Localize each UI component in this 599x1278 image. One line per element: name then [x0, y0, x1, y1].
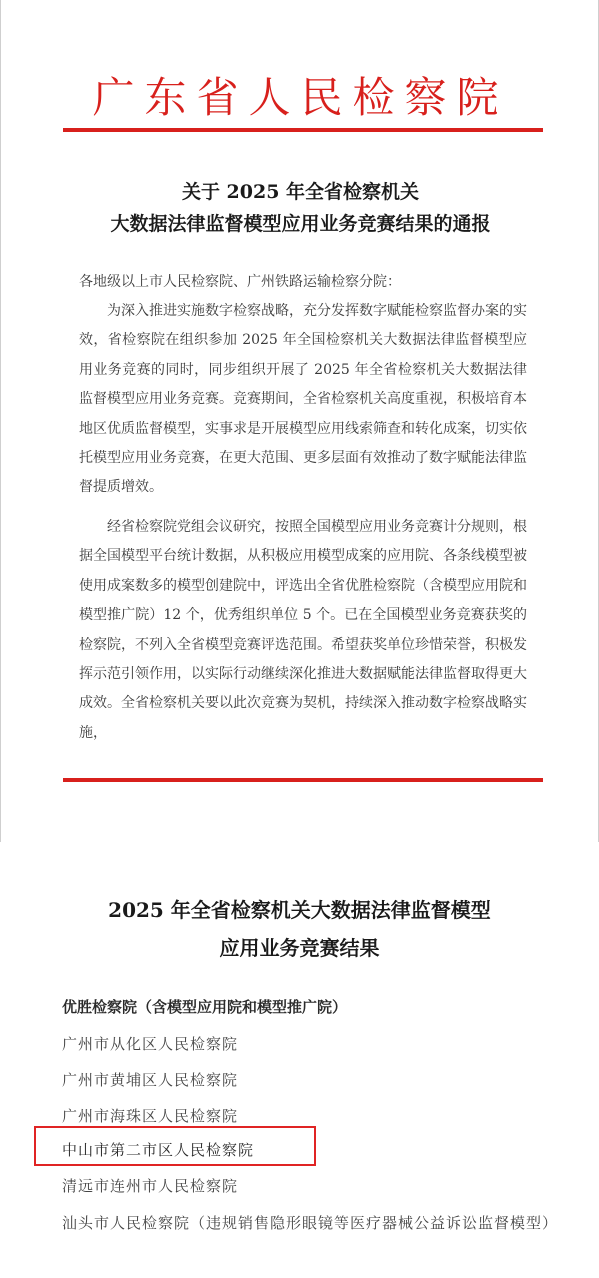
results-title-line2: 应用业务竞赛结果: [219, 936, 380, 960]
notice-title-line2: 大数据法律监督模型应用业务竞赛结果的通报: [110, 213, 491, 235]
winner-list-item: 清远市连州市人民检察院: [62, 1177, 239, 1195]
winners-section-heading: 优胜检察院（含模型应用院和模型推广院）: [62, 998, 348, 1016]
winner-list-item: 广州市海珠区人民检察院: [62, 1107, 239, 1125]
masthead-red-rule: [63, 128, 543, 132]
issuer-masthead: 广东省人民检察院: [92, 73, 509, 122]
salutation: 各地级以上市人民检察院、广州铁路运输检察分院：: [79, 274, 401, 290]
footer-red-rule: [63, 778, 543, 782]
winner-list-item: 汕头市人民检察院（违规销售隐形眼镜等医疗器械公益诉讼监督模型）: [62, 1214, 559, 1232]
body-paragraph-1: 为深入推进实施数字检察战略，充分发挥数字赋能检察监督办案的实效，省检察院在组织参加 2025 年全国检察机关大数据法律监督模型应用业务竞赛的同时，同步组织开展了 2025 年全省检察机关大数据法律监督模型应用业务竞赛。竞赛期间，全省检察机关高度重视，积极培育本地区优质监督模型，实事求是开展模型应用线索筛查和转化成案，切实依托模型应用业务竞赛，在更大范围、更多层面有效推动了数字赋能法律监督提质增效。: [79, 303, 527, 496]
winner-list-item: 广州市从化区人民检察院: [62, 1035, 239, 1053]
results-title-line1: 2025 年全省检察机关大数据法律监督模型: [108, 898, 491, 922]
winner-list-item: 广州市黄埔区人民检察院: [62, 1071, 239, 1089]
winner-list-item-highlighted: 中山市第二市区人民检察院: [62, 1141, 255, 1159]
highlight-box: [34, 1126, 316, 1166]
notice-title-line1: 关于 2025 年全省检察机关: [181, 181, 420, 203]
results-page: [0, 842, 599, 1278]
body-paragraph-2: 经省检察院党组会议研究，按照全国模型应用业务竞赛计分规则，根据全国模型平台统计数据，从积极应用模型成案的应用院、各条线模型被使用成案数多的模型创建院中，评选出全省优胜检察院（含模型应用院和模型推广院）12 个，优秀组织单位 5 个。已在全国模型业务竞赛获奖的检察院，不列入全省模型竞赛评选范围。希望获奖单位珍惜荣誉，积极发挥示范引领作用，以实际行动继续深化推进大数据赋能法律监督取得更大成效。全省检察机关要以此次竞赛为契机，持续深入推动数字检察战略实施，: [79, 519, 527, 741]
